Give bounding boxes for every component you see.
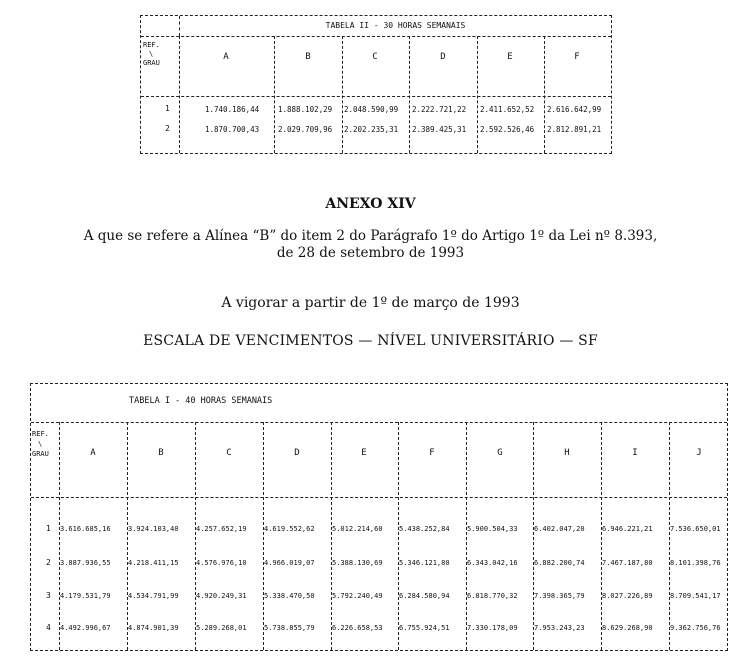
table-cell: 4.874.901,39	[128, 624, 179, 632]
table-cell: 6.755.924,51	[399, 624, 450, 632]
table-i-title: TABELA I - 40 HORAS SEMANAIS	[129, 396, 273, 406]
table-cell: 7.536.650,01	[670, 525, 721, 533]
table-cell: 7.953.243,23	[534, 624, 585, 632]
annex-title: ANEXO XIV	[325, 196, 416, 212]
table-cell: 6.226.658,53	[332, 624, 383, 632]
table-cell: 5.346.121,80	[399, 559, 450, 567]
column-separator	[477, 36, 478, 153]
row-ref: 3	[46, 591, 51, 600]
column-separator	[669, 422, 670, 650]
table-cell: 2.616.642,99	[547, 105, 602, 114]
table-cell: 1.888.102,29	[278, 105, 333, 114]
ref-header-line: GRAU	[32, 450, 49, 458]
table-cell: 1.870.700,43	[205, 125, 260, 134]
table-cell: 5.289.268,01	[196, 624, 247, 632]
column-separator	[466, 422, 467, 650]
table-cell: 1.740.186,44	[205, 105, 260, 114]
column-header: F	[574, 52, 580, 62]
column-separator	[274, 36, 275, 153]
table-cell: 4.257.652,19	[196, 525, 247, 533]
column-header: H	[564, 448, 570, 458]
table-cell: 3.924.103,40	[128, 525, 179, 533]
ref-header-line: \	[149, 50, 154, 58]
column-separator	[59, 422, 60, 650]
column-separator	[342, 36, 343, 153]
divider	[31, 497, 727, 498]
column-separator	[533, 422, 534, 650]
table-cell: 6.402.047,20	[534, 525, 585, 533]
table-cell: 4.179.531,79	[60, 592, 111, 600]
row-ref: 1	[46, 524, 51, 533]
table-cell: 8.101.398,76	[670, 559, 721, 567]
column-header: C	[372, 52, 378, 62]
table-cell: 2.029.709,96	[278, 125, 333, 134]
table-cell: 5.388.130,69	[332, 559, 383, 567]
column-separator	[127, 422, 128, 650]
table-cell: 8.629.268,90	[602, 624, 653, 632]
column-separator	[398, 422, 399, 650]
column-header: A	[90, 448, 96, 458]
column-header: I	[632, 448, 638, 458]
table-cell: 6.343.042,16	[467, 559, 518, 567]
column-header: D	[440, 52, 446, 62]
column-header: E	[507, 52, 513, 62]
table-cell: 4.966.019,07	[264, 559, 315, 567]
table-cell: 2.389.425,31	[412, 125, 467, 134]
table-cell: 4.218.411,15	[128, 559, 179, 567]
column-header: B	[305, 52, 311, 62]
effective-date: A vigorar a partir de 1º de março de 1993	[221, 295, 520, 311]
table-cell: 7.467.187,80	[602, 559, 653, 567]
ref-header-line: GRAU	[143, 59, 160, 67]
column-separator	[331, 422, 332, 650]
column-separator	[544, 36, 545, 153]
divider	[31, 422, 727, 423]
table-cell: 2.048.590,99	[344, 105, 399, 114]
row-ref: 1	[165, 104, 170, 113]
table-cell: 4.619.552,62	[264, 525, 315, 533]
ref-header-line: REF.	[143, 41, 160, 49]
table-cell: 2.222.721,22	[412, 105, 467, 114]
table-cell: 6.818.770,32	[467, 592, 518, 600]
ref-header	[32, 429, 58, 459]
table-cell: 8.027.226,89	[602, 592, 653, 600]
table-cell: 2.411.652,52	[480, 105, 535, 114]
column-header: F	[429, 448, 435, 458]
table-cell: 2.592.526,46	[480, 125, 535, 134]
table-ii-title: TABELA II - 30 HORAS SEMANAIS	[179, 16, 611, 36]
table-cell: 6.946.221,21	[602, 525, 653, 533]
ref-header-line: REF.	[32, 430, 49, 438]
divider	[141, 96, 611, 97]
reference-line: A que se refere a Alínea “B” do item 2 do Parágrafo 1º do Artigo 1º da Lei nº 8.393,	[83, 228, 658, 244]
column-header: A	[223, 52, 229, 62]
table-cell: 2.202.235,31	[344, 125, 399, 134]
row-ref: 2	[165, 124, 170, 133]
column-header: B	[158, 448, 164, 458]
table-cell: 4.534.791,99	[128, 592, 179, 600]
table-cell: 5.438.252,84	[399, 525, 450, 533]
table-ii	[140, 15, 612, 154]
row-ref: 4	[46, 623, 51, 632]
ref-header-line: \	[38, 440, 43, 448]
table-cell: 7.330.178,09	[467, 624, 518, 632]
table-cell: 5.012.214,60	[332, 525, 383, 533]
table-cell: 4.492.996,67	[60, 624, 111, 632]
column-separator	[179, 36, 180, 153]
ref-header	[143, 41, 177, 68]
table-cell: 5.792.240,49	[332, 592, 383, 600]
table-cell: 9.362.756,76	[670, 624, 721, 632]
table-cell: 5.900.504,33	[467, 525, 518, 533]
table-cell: 8.709.541,17	[670, 592, 721, 600]
column-header: E	[361, 448, 367, 458]
scale-title: ESCALA DE VENCIMENTOS — NÍVEL UNIVERSITÁRIO — SF	[143, 333, 598, 349]
table-cell: 3.887.936,55	[60, 559, 111, 567]
table-cell: 7.398.365,79	[534, 592, 585, 600]
table-cell: 5.338.470,50	[264, 592, 315, 600]
table-cell: 4.576.976,10	[196, 559, 247, 567]
table-cell: 4.920.249,31	[196, 592, 247, 600]
column-separator	[263, 422, 264, 650]
column-header: C	[226, 448, 232, 458]
table-cell: 3.616.685,16	[60, 525, 111, 533]
table-i	[30, 383, 728, 651]
column-separator	[601, 422, 602, 650]
table-cell: 6.882.200,74	[534, 559, 585, 567]
column-separator	[195, 422, 196, 650]
column-header: D	[294, 448, 300, 458]
column-header: G	[497, 448, 503, 458]
row-ref: 2	[46, 558, 51, 567]
table-cell: 5.738.855,79	[264, 624, 315, 632]
table-cell: 2.812.891,21	[547, 125, 602, 134]
column-header: J	[696, 448, 702, 458]
column-separator	[409, 36, 410, 153]
reference-line: de 28 de setembro de 1993	[276, 245, 465, 261]
divider	[141, 36, 611, 37]
table-cell: 6.284.580,94	[399, 592, 450, 600]
